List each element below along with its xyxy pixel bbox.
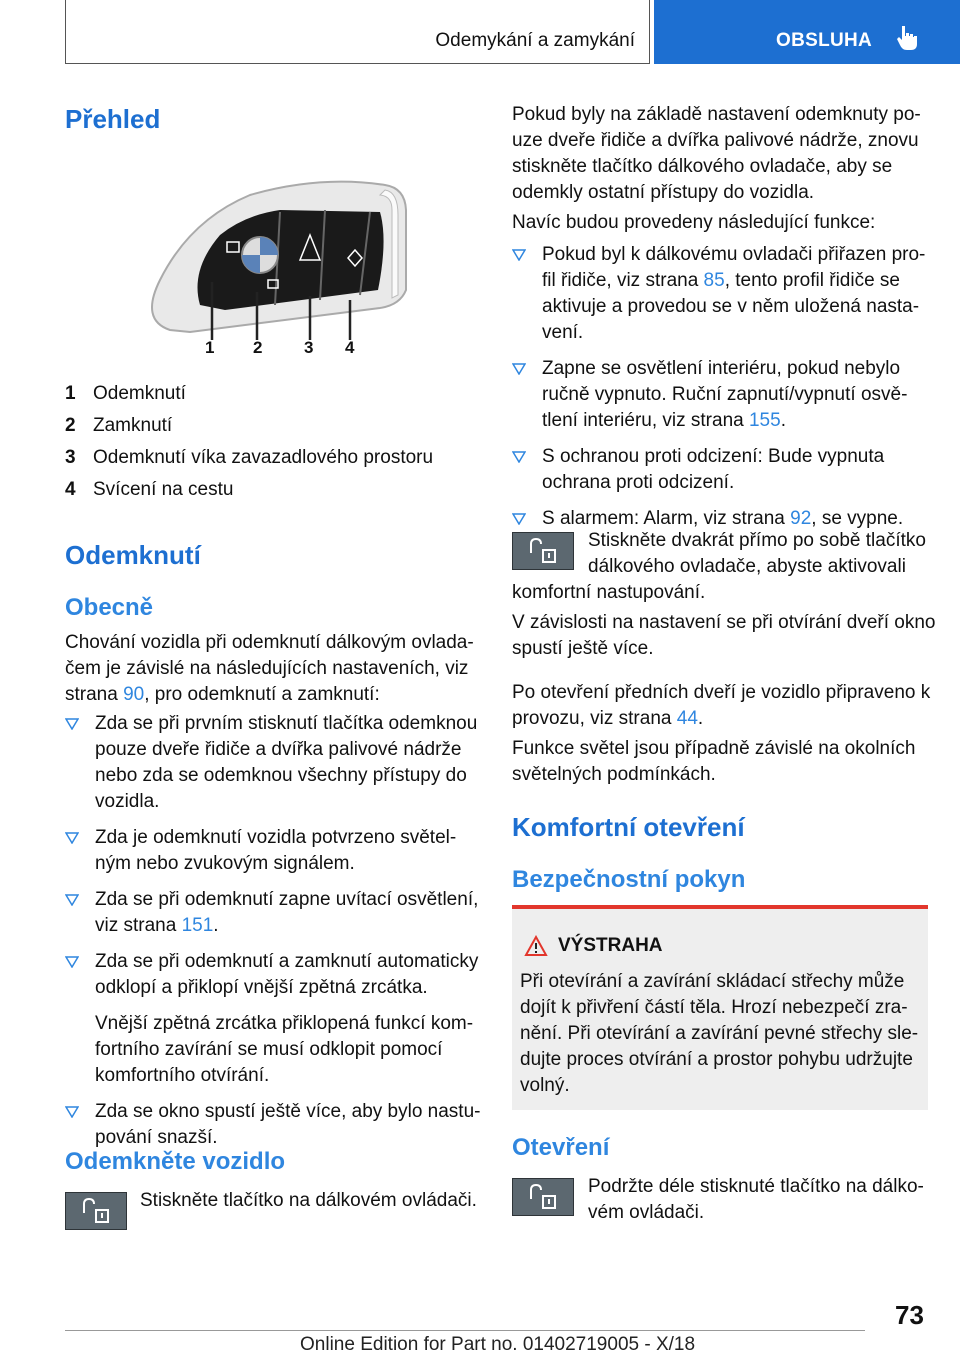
text-span: , tento profil řidiče se [724, 270, 900, 291]
page-link-85[interactable]: 85 [703, 270, 725, 291]
text-line: ochrana proti odcizení. [542, 472, 735, 493]
text-line: dujte proces otvírání a prostor pohybu udržujte [520, 1049, 913, 1070]
text-line [512, 706, 930, 732]
text-line: Stiskněte dvakrát přímo po sobě tlačítko [588, 530, 926, 551]
text-line: aktivuje a provedou se v něm uložená nasta- [542, 296, 920, 317]
legend-num: 2 [65, 415, 76, 436]
unlock-vehicle-heading: Odemkněte vozidlo [65, 1148, 286, 1175]
unlock-heading: Odemknutí [65, 540, 201, 570]
text-span: fil řidiče, viz strana [542, 270, 704, 291]
legend-num: 1 [65, 383, 76, 404]
lights-paragraph [512, 736, 915, 788]
settings-list [65, 711, 485, 1151]
warning-box [512, 905, 928, 1110]
window-paragraph [512, 610, 936, 662]
text-line: Zda je odemknutí vozidla potvrzeno světel- [95, 827, 457, 848]
text-line: vozidla. [95, 791, 160, 812]
text-line: stiskněte tlačítko dálkového ovladače, aby se [512, 156, 893, 177]
text-span: . [697, 708, 704, 729]
text-span: S alarmem: Alarm, viz strana [542, 508, 791, 529]
legend-item [65, 442, 433, 474]
list-item [512, 444, 932, 496]
text-line: Zda se při prvním stisknutí tlačítka odemknou [95, 713, 478, 734]
text-line [542, 408, 932, 434]
right-paragraph-1 [512, 102, 932, 206]
text-line: pování snazší. [95, 1127, 218, 1148]
legend-list [65, 378, 433, 506]
list-item [512, 356, 932, 434]
page-link-90[interactable]: 90 [123, 684, 145, 705]
opening-text [588, 1174, 924, 1226]
legend-num: 4 [65, 479, 76, 500]
text-line: nění. Při otevírání a zavírání pevné střechy sle- [520, 1023, 919, 1044]
right-paragraph-2: Navíc budou provedeny následující funkce: [512, 212, 876, 233]
list-item [65, 1099, 485, 1151]
text-line: ručně vypnuto. Ruční zapnutí/vypnutí osvě- [542, 384, 908, 405]
bullet-triangle-icon [65, 718, 79, 730]
legend-item [65, 378, 433, 410]
bullet-triangle-icon [512, 249, 526, 261]
opening-heading: Otevření [512, 1134, 610, 1161]
bullet-triangle-icon [65, 956, 79, 968]
text-line: spustí ještě více. [512, 638, 654, 659]
double-press-text-a [588, 528, 926, 580]
text-line: vení. [542, 322, 584, 343]
text-line: Vnější zpětná zrcátka přiklopená funkcí kom- [95, 1013, 474, 1034]
bullet-triangle-icon [512, 513, 526, 525]
text-line: vém ovládači. [588, 1202, 705, 1223]
text-line: S ochranou proti odcizení: Bude vypnuta [542, 446, 885, 467]
double-press-text-b: komfortní nastupování. [512, 582, 706, 603]
page-link-92[interactable]: 92 [790, 508, 812, 529]
text-line: V závislosti na nastavení se při otvírání dveří okno [512, 612, 936, 633]
text-line: Zda se při odemknutí a zamknutí automaticky [95, 951, 479, 972]
unlock-icon [513, 1179, 573, 1215]
legend-item [65, 410, 433, 442]
text-span: provozu, viz strana [512, 708, 677, 729]
callout-2: 2 [253, 338, 263, 357]
general-heading: Obecně [65, 594, 154, 621]
legend-item [65, 474, 433, 506]
front-door-paragraph [512, 680, 930, 732]
callout-1: 1 [205, 338, 215, 357]
comfort-opening-heading: Komfortní otevření [512, 812, 745, 842]
section-title: Odemykání a zamykání [435, 30, 635, 51]
warning-triangle-icon [524, 935, 548, 957]
intro-paragraph [65, 630, 485, 708]
page-link-155[interactable]: 155 [748, 410, 781, 431]
list-item [65, 711, 485, 815]
text-span: . [780, 410, 786, 431]
text-line: odklopí a přiklopí vnější zpětná zrcátka. [95, 977, 428, 998]
bullet-triangle-icon [65, 832, 79, 844]
text-line: fortního zavírání se musí odklopit pomocí [95, 1039, 443, 1060]
text-line: Po otevření předních dveří je vozidlo připraveno k [512, 682, 931, 703]
chapter-tab-label: OBSLUHA [776, 30, 873, 51]
page-link-151[interactable]: 151 [181, 915, 214, 936]
page-link-44[interactable]: 44 [676, 708, 698, 729]
bullet-triangle-icon [512, 363, 526, 375]
text-line [65, 682, 485, 708]
text-span: , pro odemknutí a zamknutí: [144, 684, 380, 705]
text-span: viz strana [95, 915, 182, 936]
callout-3: 3 [304, 338, 314, 357]
unlock-icon [513, 533, 573, 569]
key-fob-illustration [130, 180, 420, 360]
page-number: 73 [895, 1300, 924, 1330]
text-line: Funkce světel jsou případně závislé na okolních [512, 738, 916, 759]
text-line [95, 913, 485, 939]
text-line: dálkového ovladače, abyste aktivovali [588, 556, 906, 577]
unlock-button-icon [65, 1192, 127, 1230]
legend-text: Odemknutí [93, 383, 186, 404]
warning-text [520, 969, 920, 1099]
text-line: ným nebo zvukovým signálem. [95, 853, 355, 874]
safety-note-heading: Bezpečnostní pokyn [512, 866, 746, 893]
text-line: Při otevírání a zavírání skládací střechy může [520, 971, 905, 992]
legend-text: Odemknutí víka zavazadlového prostoru [93, 447, 434, 468]
list-item [512, 242, 932, 346]
list-item [65, 887, 485, 939]
functions-list [512, 242, 932, 532]
text-line: Pokud byl k dálkovému ovladači přiřazen pro- [542, 244, 926, 265]
list-item [65, 949, 485, 1089]
text-line: Podržte déle stisknuté tlačítko na dálko- [588, 1176, 924, 1197]
unlock-vehicle-text: Stiskněte tlačítko na dálkovém ovládači. [140, 1190, 477, 1211]
text-line: uze dveře řidiče a dvířka palivové nádrže, znovu [512, 130, 919, 151]
text-line: nebo zda se odemknou všechny přístupy do [95, 765, 467, 786]
text-line: Zapne se osvětlení interiéru, pokud nebylo [542, 358, 901, 379]
text-line: Chování vozidla při odemknutí dálkovým ovlada- [65, 632, 474, 653]
text-span: . [213, 915, 219, 936]
overview-heading: Přehled [65, 104, 161, 134]
text-line: volný. [520, 1075, 570, 1096]
warning-label: VÝSTRAHA [558, 935, 663, 956]
text-span: strana [65, 684, 124, 705]
legend-text: Svícení na cestu [93, 479, 234, 500]
text-line: Pokud byly na základě nastavení odemknuty po- [512, 104, 921, 125]
text-span: tlení interiéru, viz strana [542, 410, 749, 431]
callout-4: 4 [345, 338, 355, 357]
text-line [542, 268, 932, 294]
bullet-triangle-icon [65, 1106, 79, 1118]
text-line: Zda se okno spustí ještě více, aby bylo nastu- [95, 1101, 481, 1122]
list-item [65, 825, 485, 877]
legend-num: 3 [65, 447, 76, 468]
legend-text: Zamknutí [93, 415, 173, 436]
text-line: dojít k přivření částí těla. Hrozí nebezpečí zra- [520, 997, 908, 1018]
text-line: komfortního otvírání. [95, 1065, 270, 1086]
hand-icon [896, 24, 920, 52]
text-span: , se vypne. [811, 508, 904, 529]
edition-text: Online Edition for Part no. 01402719005 - X/18 [300, 1334, 696, 1355]
text-line: Zda se při odemknutí zapne uvítací osvětlení, [95, 889, 479, 910]
text-line: světelných podmínkách. [512, 764, 716, 785]
opening-button-icon [512, 1178, 574, 1216]
double-press-button-icon [512, 532, 574, 570]
unlock-icon [66, 1193, 126, 1229]
text-line: pouze dveře řidiče a dvířka palivové nádrže [95, 739, 462, 760]
bullet-triangle-icon [65, 894, 79, 906]
text-line: odemkly ostatní přístupy do vozidla. [512, 182, 815, 203]
footer-divider [65, 1330, 865, 1331]
bullet-triangle-icon [512, 451, 526, 463]
text-line: čem je závislé na následujících nastaveních, viz [65, 658, 469, 679]
